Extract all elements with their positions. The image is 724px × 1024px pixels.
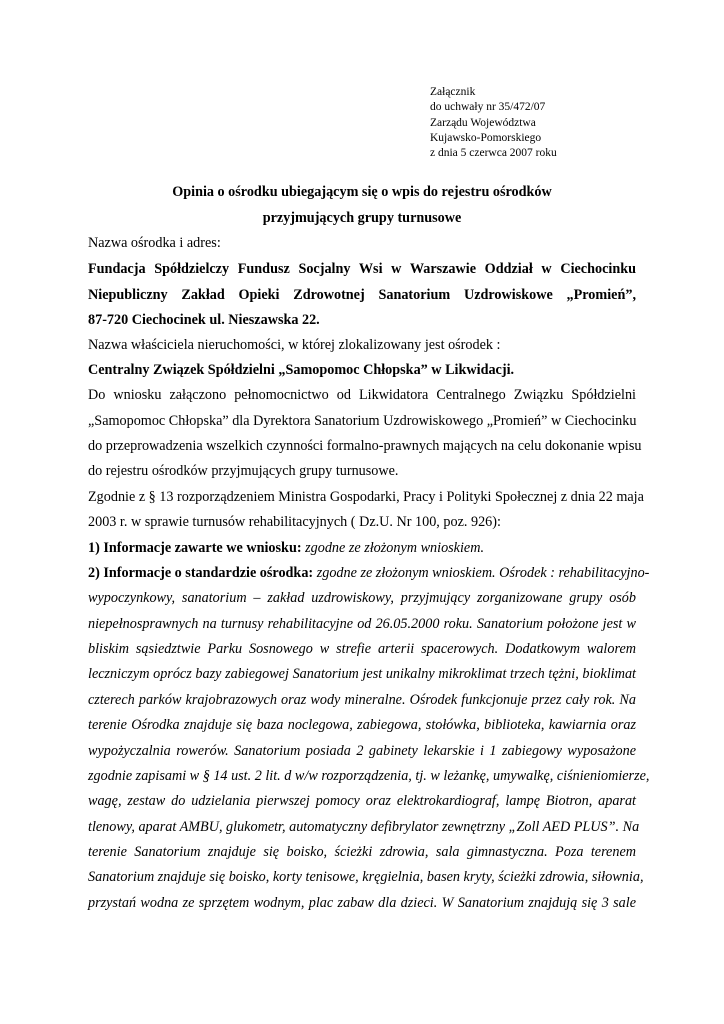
- facility-label: Nazwa ośrodka i adres:: [88, 235, 221, 251]
- owner-name: Centralny Związek Spółdzielni „Samopomoc Chłopska” w Likwidacji.: [88, 362, 515, 378]
- section-1-label: 1) Informacje zawarte we wniosku:: [88, 540, 302, 556]
- section-2-line: wypożyczalnia rowerów. Sanatorium posiada 2 gabinety lekarskie i 1 zabiegowy wyposażone: [88, 743, 636, 759]
- section-2-line: wagę, zestaw do udzielania pierwszej pomocy oraz elektrokardiograf, lampę Biotron, aparat: [88, 793, 636, 809]
- paragraph-line: do rejestru ośrodków przyjmujących grupy turnusowe.: [88, 463, 399, 479]
- facility-name-line: Niepubliczny Zakład Opieki Zdrowotnej Sanatorium Uzdrowiskowe „Promień”,: [88, 287, 636, 303]
- section-2: [88, 565, 650, 582]
- attachment-note: [430, 85, 557, 161]
- owner-label: Nazwa właściciela nieruchomości, w której zlokalizowany jest ośrodek :: [88, 337, 501, 353]
- section-2-line: wypoczynkowy, sanatorium – zakład uzdrowiskowy, przyjmujący zorganizowane grupy osób: [88, 590, 636, 606]
- section-2-line: terenie Sanatorium znajduje się boisko, ścieżki zdrowia, sala gimnastyczna. Poza terenem: [88, 844, 636, 860]
- attachment-line: z dnia 5 czerwca 2007 roku: [430, 147, 557, 160]
- facility-name-line: Fundacja Spółdzielczy Fundusz Socjalny Wsi w Warszawie Oddział w Ciechocinku: [88, 261, 636, 277]
- paragraph-line: do przeprowadzenia wszelkich czynności formalno-prawnych mających na celu dokonanie wpisu: [88, 438, 642, 454]
- attachment-line: do uchwały nr 35/472/07: [430, 101, 546, 114]
- section-2-line: niepełnosprawnych na turnusy rehabilitacyjne od 26.05.2000 roku. Sanatorium położone jest w: [88, 616, 636, 632]
- section-2-line: bliskim sąsiedztwie Parku Sosnowego w strefie arterii spacerowych. Dodatkowym walorem: [88, 641, 636, 657]
- section-2-line: tlenowy, aparat AMBU, glukometr, automatyczny defibrylator zewnętrzny „Zoll AED PLUS”. Na: [88, 819, 640, 835]
- attachment-line: Załącznik: [430, 86, 476, 98]
- paragraph-line: 2003 r. w sprawie turnusów rehabilitacyjnych ( Dz.U. Nr 100, poz. 926):: [88, 514, 501, 530]
- document-title-line-1: Opinia o ośrodku ubiegającym się o wpis do rejestru ośrodków: [172, 184, 552, 200]
- section-2-line: czterech parków krajobrazowych oraz wody mineralne. Ośrodek funkcjonuje przez cały rok. Na: [88, 692, 636, 708]
- paragraph-line: Do wniosku załączono pełnomocnictwo od Likwidatora Centralnego Związku Spółdzielni: [88, 387, 636, 403]
- section-1: [88, 540, 636, 557]
- facility-address: 87-720 Ciechocinek ul. Nieszawska 22.: [88, 312, 320, 328]
- section-2-line: zgodnie zapisami w § 14 ust. 2 lit. d w/w rozporządzenia, tj. w leżankę, umywalkę, ciśnieniomierze,: [88, 768, 650, 784]
- section-2-line: przystań wodna ze sprzętem wodnym, plac zabaw dla dzieci. W Sanatorium znajdują się 3 sale: [88, 895, 636, 911]
- section-2-line: Sanatorium znajduje się boisko, korty tenisowe, kręgielnia, basen kryty, ścieżki zdrowia, siłownia,: [88, 869, 644, 885]
- paragraph-line: Zgodnie z § 13 rozporządzeniem Ministra Gospodarki, Pracy i Polityki Społecznej z dnia 22 maja: [88, 489, 644, 505]
- section-2-line: leczniczym oprócz bazy zabiegowej Sanatorium jest unikalny mikroklimat trzech tężni, bioklimat: [88, 666, 636, 682]
- section-2-line: terenie Ośrodka znajduje się baza noclegowa, zabiegowa, stołówka, biblioteka, kawiarnia oraz: [88, 717, 636, 733]
- document-title-line-2: przyjmujących grupy turnusowe: [262, 210, 462, 226]
- section-2-text: zgodne ze złożonym wnioskiem. Ośrodek : rehabilitacyjno-: [313, 565, 650, 581]
- section-1-text: zgodne ze złożonym wnioskiem.: [301, 540, 485, 556]
- attachment-line: Zarządu Województwa: [430, 116, 536, 129]
- attachment-line: Kujawsko-Pomorskiego: [430, 131, 542, 144]
- paragraph-line: „Samopomoc Chłopska” dla Dyrektora Sanatorium Uzdrowiskowego „Promień” w Ciechocinku: [88, 413, 637, 429]
- section-2-label: 2) Informacje o standardzie ośrodka:: [88, 565, 314, 581]
